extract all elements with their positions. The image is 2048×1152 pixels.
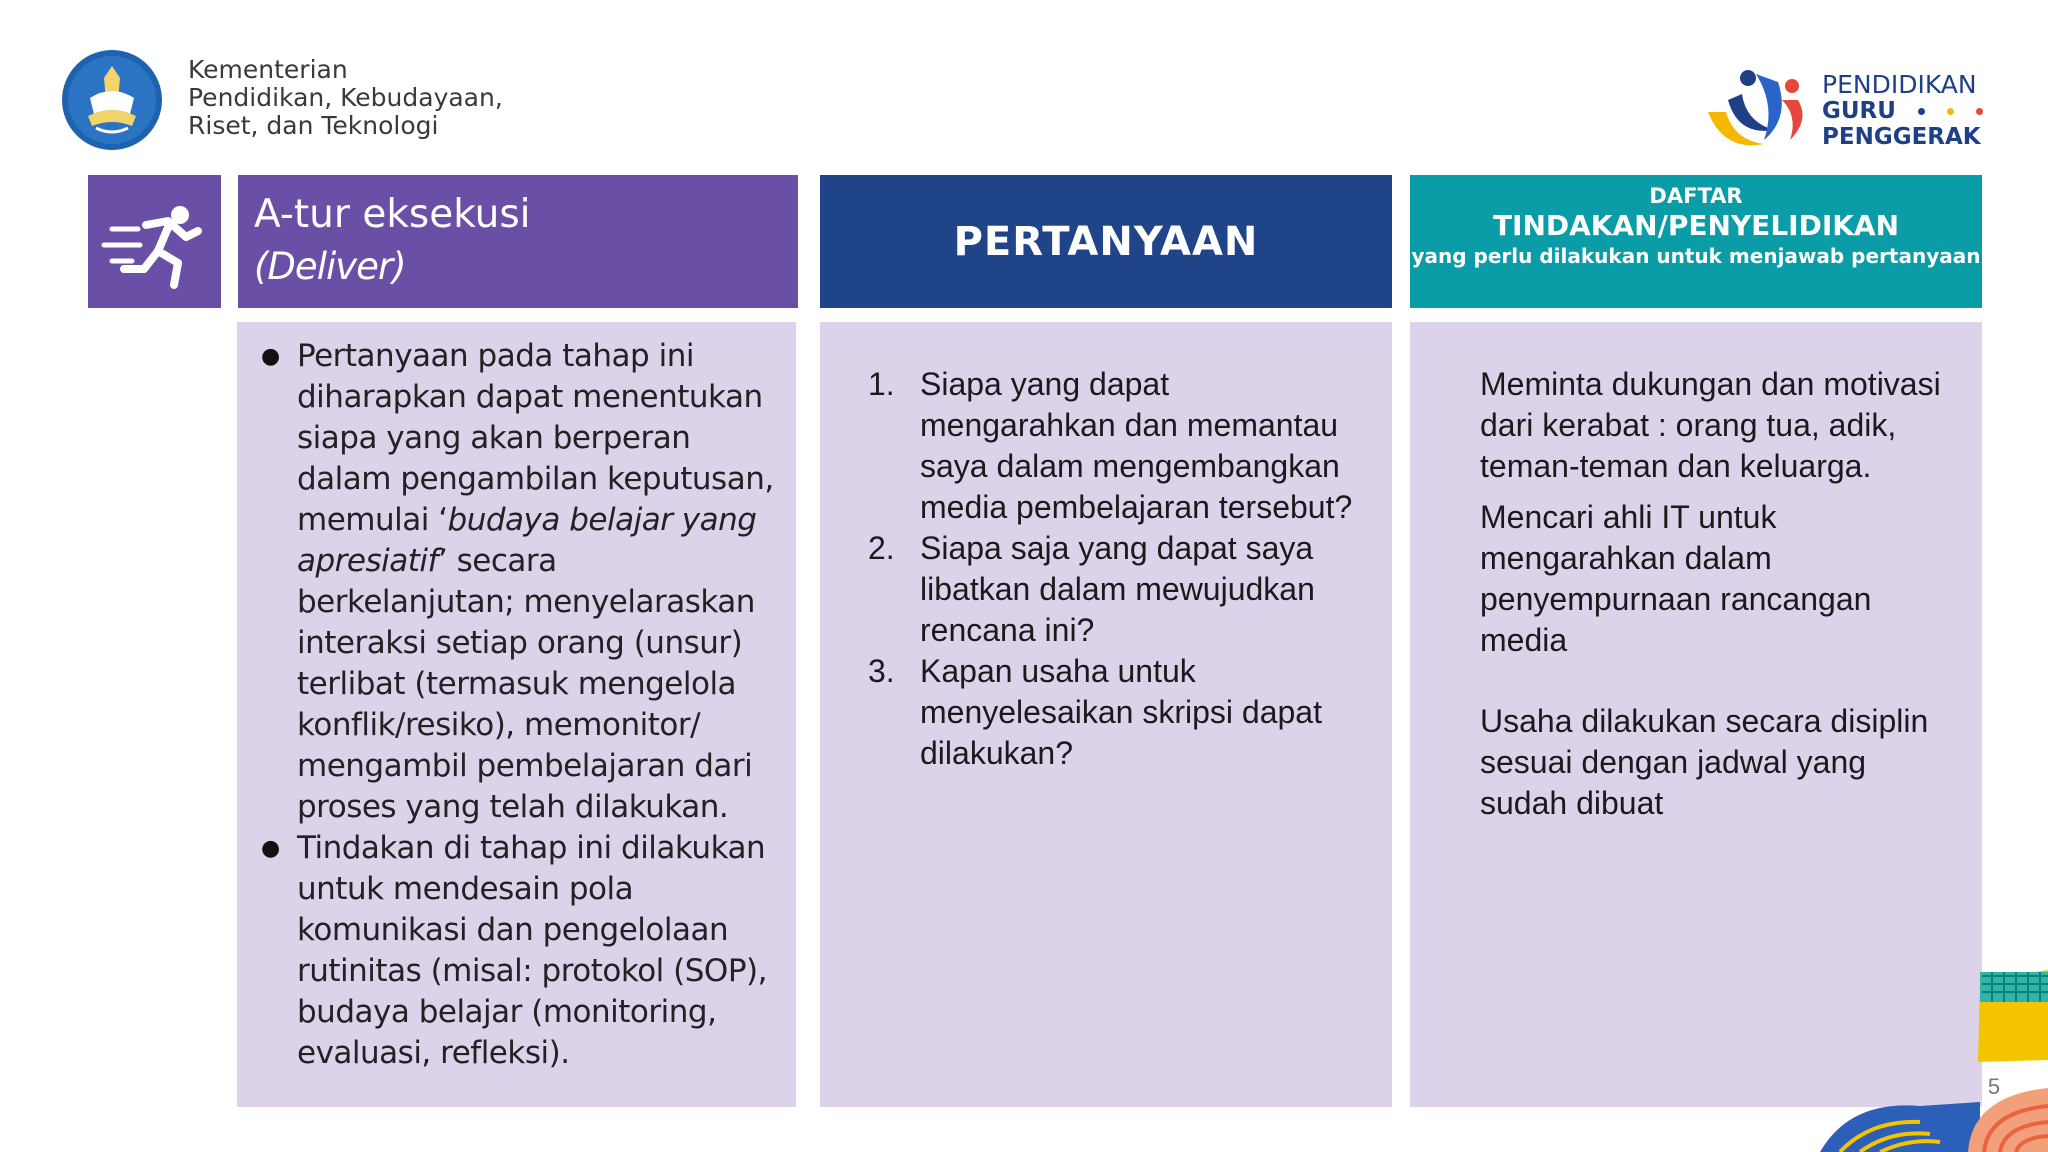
stage-bullet-item <box>261 828 776 1074</box>
actions-header <box>1410 175 1982 308</box>
action-item: Usaha dilakukan secara disiplin sesuai dengan jadwal yang sudah dibuat <box>1480 703 1929 821</box>
actions-title-main: TINDAKAN/PENYELIDIKAN <box>1492 209 1900 242</box>
ministry-name <box>188 56 503 140</box>
question-item <box>868 528 1372 651</box>
question-item <box>868 651 1372 774</box>
program-dot-1 <box>1918 108 1925 115</box>
question-text: Siapa saja yang dapat saya libatkan dalam mewujudkan rencana ini? <box>920 530 1315 648</box>
ministry-line-3: Riset, dan Teknologi <box>188 111 439 140</box>
question-number: 3. <box>868 653 895 689</box>
questions-title: PERTANYAAN <box>953 218 1259 265</box>
program-logo-emblem <box>1694 60 1814 156</box>
stage-bullet-emphasis: budaya belajar yang apresiatif <box>297 502 757 579</box>
question-number: 2. <box>868 530 895 566</box>
action-item: Mencari ahli IT untuk mengarahkan dalam penyempurnaan rancangan media <box>1480 499 1872 658</box>
program-line-2 <box>1822 98 1983 124</box>
stage-bullet-text: ’ secara berkelanjutan; menyelaraskan interaksi setiap orang (unsur) terlibat (termasuk mengelola konflik/resiko), memonitor/ mengambil pembelajaran dari proses yang telah dilakukan. <box>297 543 755 825</box>
program-dot-2 <box>1947 108 1954 115</box>
stage-bullet-item <box>261 336 776 828</box>
stage-icon-box <box>88 175 221 308</box>
questions-list <box>868 364 1372 774</box>
page-number: 5 <box>1987 1074 2001 1099</box>
question-item <box>868 364 1372 528</box>
stage-title: A-tur eksekusi <box>254 192 531 237</box>
actions-list <box>1480 364 1962 824</box>
program-name <box>1822 72 1983 150</box>
stage-subtitle: (Deliver) <box>254 245 406 288</box>
questions-panel <box>820 322 1392 1107</box>
actions-title-small: DAFTAR <box>1649 184 1743 208</box>
actions-title-sub: yang perlu dilakukan untuk menjawab pertanyaan <box>1411 244 1981 268</box>
stage-header <box>238 175 798 308</box>
running-person-icon <box>88 175 221 308</box>
ministry-logo <box>60 48 164 152</box>
program-line-2-text: GURU <box>1822 98 1896 124</box>
ministry-line-2: Pendidikan, Kebudayaan, <box>188 83 503 112</box>
question-text: Siapa yang dapat mengarahkan dan memantau saya dalam mengembangkan media pembelajaran tersebut? <box>920 366 1353 525</box>
corner-decoration <box>1780 970 2048 1152</box>
program-dot-3 <box>1976 108 1983 115</box>
program-line-3: PENGGERAK <box>1822 124 1981 150</box>
stage-bullet-text: Tindakan di tahap ini dilakukan untuk mendesain pola komunikasi dan pengelolaan rutinitas (misal: protokol (SOP), budaya belajar (monitoring, evaluasi, refleksi). <box>297 830 767 1071</box>
stage-bullet-list <box>261 336 776 1074</box>
questions-header <box>820 175 1392 308</box>
action-item: Meminta dukungan dan motivasi dari kerabat : orang tua, adik, teman-teman dan keluarga. <box>1480 366 1941 484</box>
question-text: Kapan usaha untuk menyelesaikan skripsi dapat dilakukan? <box>920 653 1322 771</box>
question-number: 1. <box>868 366 895 402</box>
stage-bullet-text: Pertanyaan pada tahap ini diharapkan dapat menentukan siapa yang akan berperan dalam pengambilan keputusan, memulai ‘ <box>297 338 774 538</box>
stage-description-panel <box>237 322 796 1107</box>
ministry-line-1: Kementerian <box>188 55 348 84</box>
program-line-1: PENDIDIKAN <box>1822 70 1977 99</box>
